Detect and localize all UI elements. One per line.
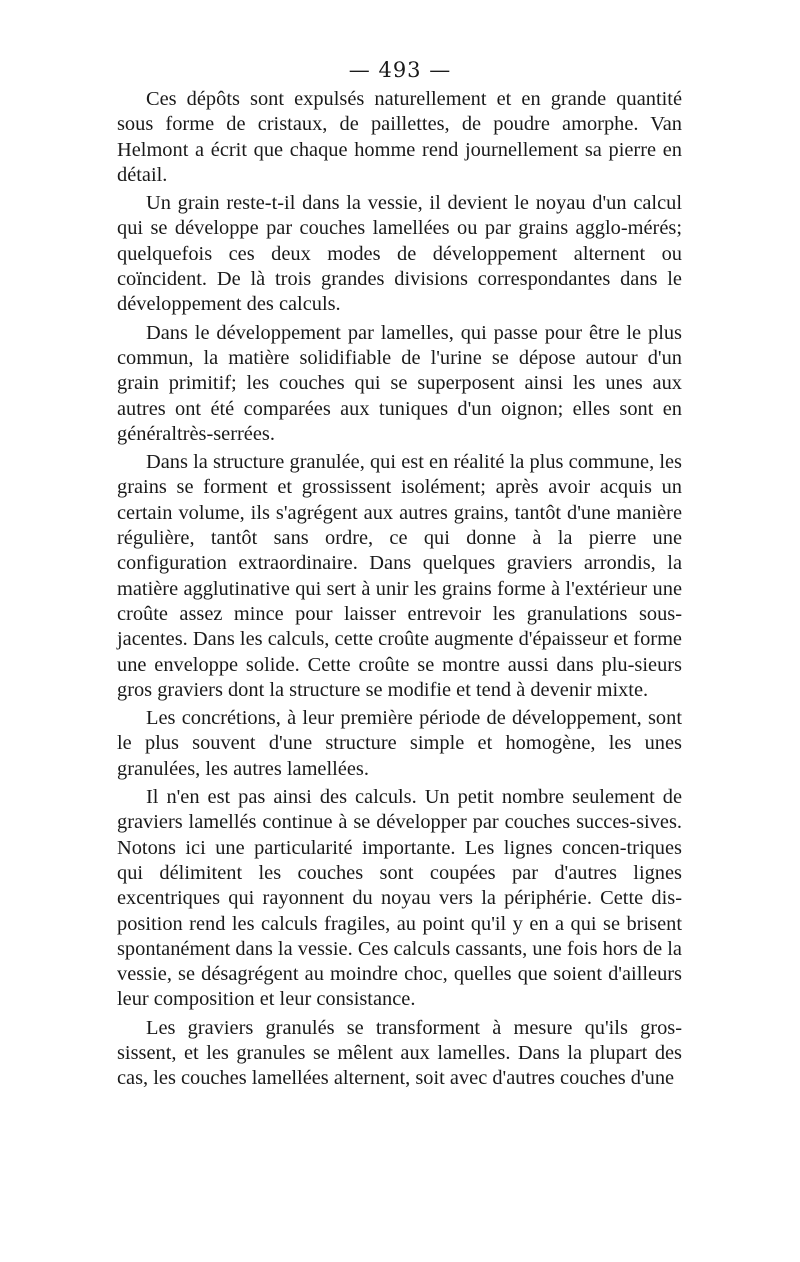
paragraph: Un grain reste-t-il dans la vessie, il devient le noyau d'un calcul qui se développe par couches lamellées ou par grains agglo-mérés; quelquefois ces deux modes de développement alternent ou coïncident. De là trois grandes divisions correspondantes dans le développement des calculs. [117,192,682,316]
paragraph: Ces dépôts sont expulsés naturellement et en grande quantité sous forme de cristaux, de paillettes, de poudre amorphe. Van Helmont a écrit que chaque homme rend journellement sa pierre en détail. [117,88,682,186]
paragraph: Les concrétions, à leur première période de développement, sont le plus souvent d'une structure simple et homogène, les unes granulées, les autres lamellées. [117,707,682,780]
paragraph: Dans le développement par lamelles, qui passe pour être le plus commun, la matière solidifiable de l'urine se dépose autour d'un grain primitif; les couches qui se superposent ainsi les unes aux autres ont été comparées aux tuniques d'un oignon; elles sont en généraltrès-serrées. [117,321,682,445]
body-text [117,87,682,1095]
page-number: — 493 — [348,58,452,82]
paragraph: Dans la structure granulée, qui est en réalité la plus commune, les grains se forment et grossissent isolément; après avoir acquis un certain volume, ils s'agrégent aux autres grains, tantôt d'une manière régulière, tantôt sans ordre, ce qui donne à la pierre une configuration extraordinaire. Dans quelques graviers arrondis, la matière agglutinative qui sert à unir les grains forme à l'extérieur une croûte assez mince pour laisser entrevoir les granulations sous-jacentes. Dans les calculs, cette croûte augmente d'épaisseur et forme une enveloppe solide. Cette croûte se montre aussi dans plu-sieurs gros graviers dont la structure se modifie et tend à devenir mixte. [117,451,682,701]
paragraph: Les graviers granulés se transforment à mesure qu'ils gros-sissent, et les granules se mêlent aux lamelles. Dans la plupart des cas, les couches lamellées alternent, soit avec d'autres couches d'une [117,1016,682,1090]
paragraph: Il n'en est pas ainsi des calculs. Un petit nombre seulement de graviers lamellés continue à se développer par couches succes-sives. Notons ici une particularité importante. Les lignes concen-triques qui délimitent les couches sont coupées par d'autres lignes excentriques qui rayonnent du noyau vers la périphérie. Cette dis-position rend les calculs fragiles, au point qu'il y en a qui se brisent spontanément dans la vessie. Ces calculs cassants, une fois hors de la vessie, se désagrégent au moindre choc, quelles que soient d'ailleurs leur composition et leur consistance. [117,786,682,1011]
